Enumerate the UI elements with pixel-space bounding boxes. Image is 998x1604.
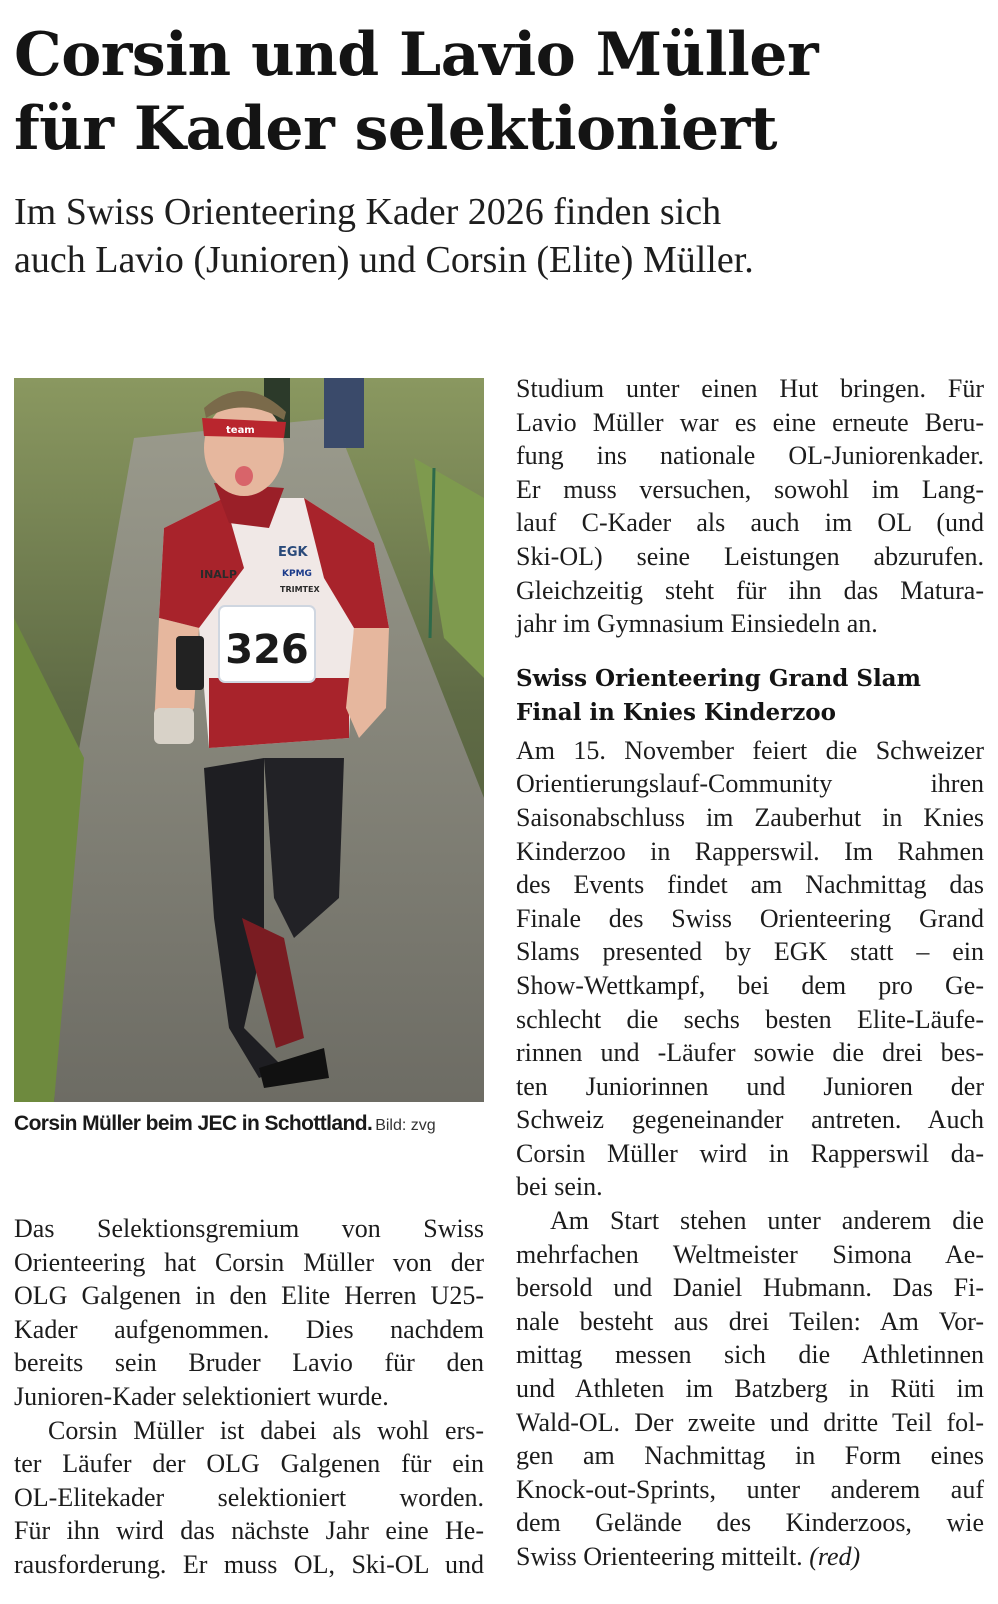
text-line: lauf C-Kader als auch im OL (und	[516, 508, 984, 538]
text-line: rausforderung. Er muss OL, Ski-OL und	[14, 1549, 484, 1579]
headline-line-1: Corsin und Lavio Müller	[14, 20, 819, 90]
subtitle-line-1: Swiss Orienteering Grand Slam	[516, 664, 921, 692]
text-line: schlecht die sechs besten Elite-Läufe-	[516, 1004, 984, 1034]
author-signature: (red)	[809, 1542, 861, 1571]
text-line: mehrfachen Weltmeister Simona Ae-	[516, 1239, 984, 1269]
headline-line-2: für Kader selektioniert	[14, 94, 778, 164]
headline	[14, 18, 974, 166]
text-line: fung ins nationale OL-Juniorenkader.	[516, 441, 984, 471]
text-line: Junioren-Kader selektioniert wurde.	[14, 1381, 389, 1411]
text-line: Für ihn wird das nächste Jahr eine He-	[14, 1516, 484, 1546]
section-subtitle	[516, 662, 984, 730]
subtitle-line-2: Final in Knies Kinderzoo	[516, 698, 836, 726]
text-line: Studium unter einen Hut bringen. Für	[516, 374, 984, 403]
text-line: Am Start stehen unter anderem die	[550, 1206, 984, 1236]
text-line: Finale des Swiss Orienteering Grand	[516, 903, 984, 933]
last-line-text: Swiss Orienteering mitteilt.	[516, 1542, 803, 1571]
left-column	[14, 1212, 484, 1582]
text-line: jahr im Gymnasium Einsiedeln an.	[516, 609, 878, 639]
text-line: rinnen und -Läufer sowie die drei bes-	[516, 1038, 984, 1068]
text-line: Am 15. November feiert die Schweizer	[516, 735, 984, 765]
paragraph-2	[14, 1414, 484, 1582]
text-line: bersold und Daniel Hubmann. Das Fi-	[516, 1273, 984, 1303]
subheadline-line-1: Im Swiss Orienteering Kader 2026 finden sich	[14, 191, 722, 233]
text-line: Knock-out-Sprints, unter anderem auf	[516, 1474, 984, 1504]
text-line: dem Gelände des Kinderzoos, wie	[516, 1508, 984, 1538]
paragraph-1	[14, 1212, 484, 1414]
text-line: ter Läufer der OLG Galgenen für ein	[14, 1449, 484, 1479]
text-line: Wald-OL. Der zweite und dritte Teil fol-	[516, 1407, 984, 1437]
paragraph-3	[516, 372, 984, 641]
text-line: Gleichzeitig steht für ihn das Matura-	[516, 575, 984, 605]
text-line: Ski-OL) seine Leistungen abzurufen.	[516, 541, 984, 571]
headband-text: team	[226, 425, 255, 436]
text-line: OL-Elitekader selektioniert worden.	[14, 1482, 484, 1512]
caption-credit: Bild: zvg	[375, 1117, 436, 1134]
sponsor-inalp: INALP	[200, 568, 237, 581]
text-line: Kinderzoo in Rapperswil. Im Rahmen	[516, 836, 984, 866]
sponsor-egk: EGK	[278, 545, 308, 560]
text-line: Corsin Müller ist dabei als wohl ers-	[48, 1415, 484, 1445]
text-line: Orientierungslauf-Community ihren	[516, 769, 984, 799]
text-line: des Events findet am Nachmittag das	[516, 870, 984, 900]
text-line: Das Selektionsgremium von Swiss	[14, 1214, 484, 1243]
text-line: Corsin Müller wird in Rapperswil da-	[516, 1138, 984, 1168]
article-photo	[14, 378, 484, 1102]
bib-number: 326	[225, 627, 309, 673]
text-line: Kader aufgenommen. Dies nachdem	[14, 1314, 484, 1344]
subheadline	[14, 188, 974, 284]
text-line: Lavio Müller war es eine erneute Beru-	[516, 407, 984, 437]
text-line: mittag messen sich die Athletinnen	[516, 1340, 984, 1370]
right-column	[516, 372, 984, 1574]
text-line: Saisonabschluss im Zauberhut in Knies	[516, 802, 984, 832]
photo-caption	[14, 1112, 484, 1144]
text-line: nale besteht aus drei Teilen: Am Vor-	[516, 1306, 984, 1336]
text-line: bei sein.	[516, 1172, 603, 1202]
text-line: bereits sein Bruder Lavio für den	[14, 1348, 484, 1378]
paragraph-4	[516, 734, 984, 1204]
text-line: Er muss versuchen, sowohl im Lang-	[516, 474, 984, 504]
text-line: Orienteering hat Corsin Müller von der	[14, 1247, 484, 1277]
sponsor-kpmg: KPMG	[282, 569, 312, 579]
text-line: gen am Nachmittag in Form eines	[516, 1441, 984, 1471]
subheadline-line-2: auch Lavio (Junioren) und Corsin (Elite) Müller.	[14, 239, 754, 281]
text-line: ten Juniorinnen und Junioren der	[516, 1071, 984, 1101]
text-line: und Athleten im Batzberg in Rüti im	[516, 1374, 984, 1404]
sponsor-trimtex: TRIMTEX	[280, 585, 320, 594]
text-line: OLG Galgenen in den Elite Herren U25-	[14, 1281, 484, 1311]
text-line: Slams presented by EGK statt – ein	[516, 937, 984, 967]
text-line: Show-Wettkampf, bei dem pro Ge-	[516, 970, 984, 1000]
text-line: Schweiz gegeneinander antreten. Auch	[516, 1105, 984, 1135]
text-line	[516, 1540, 984, 1574]
paragraph-5	[516, 1204, 984, 1574]
caption-text: Corsin Müller beim JEC in Schottland.	[14, 1112, 373, 1135]
